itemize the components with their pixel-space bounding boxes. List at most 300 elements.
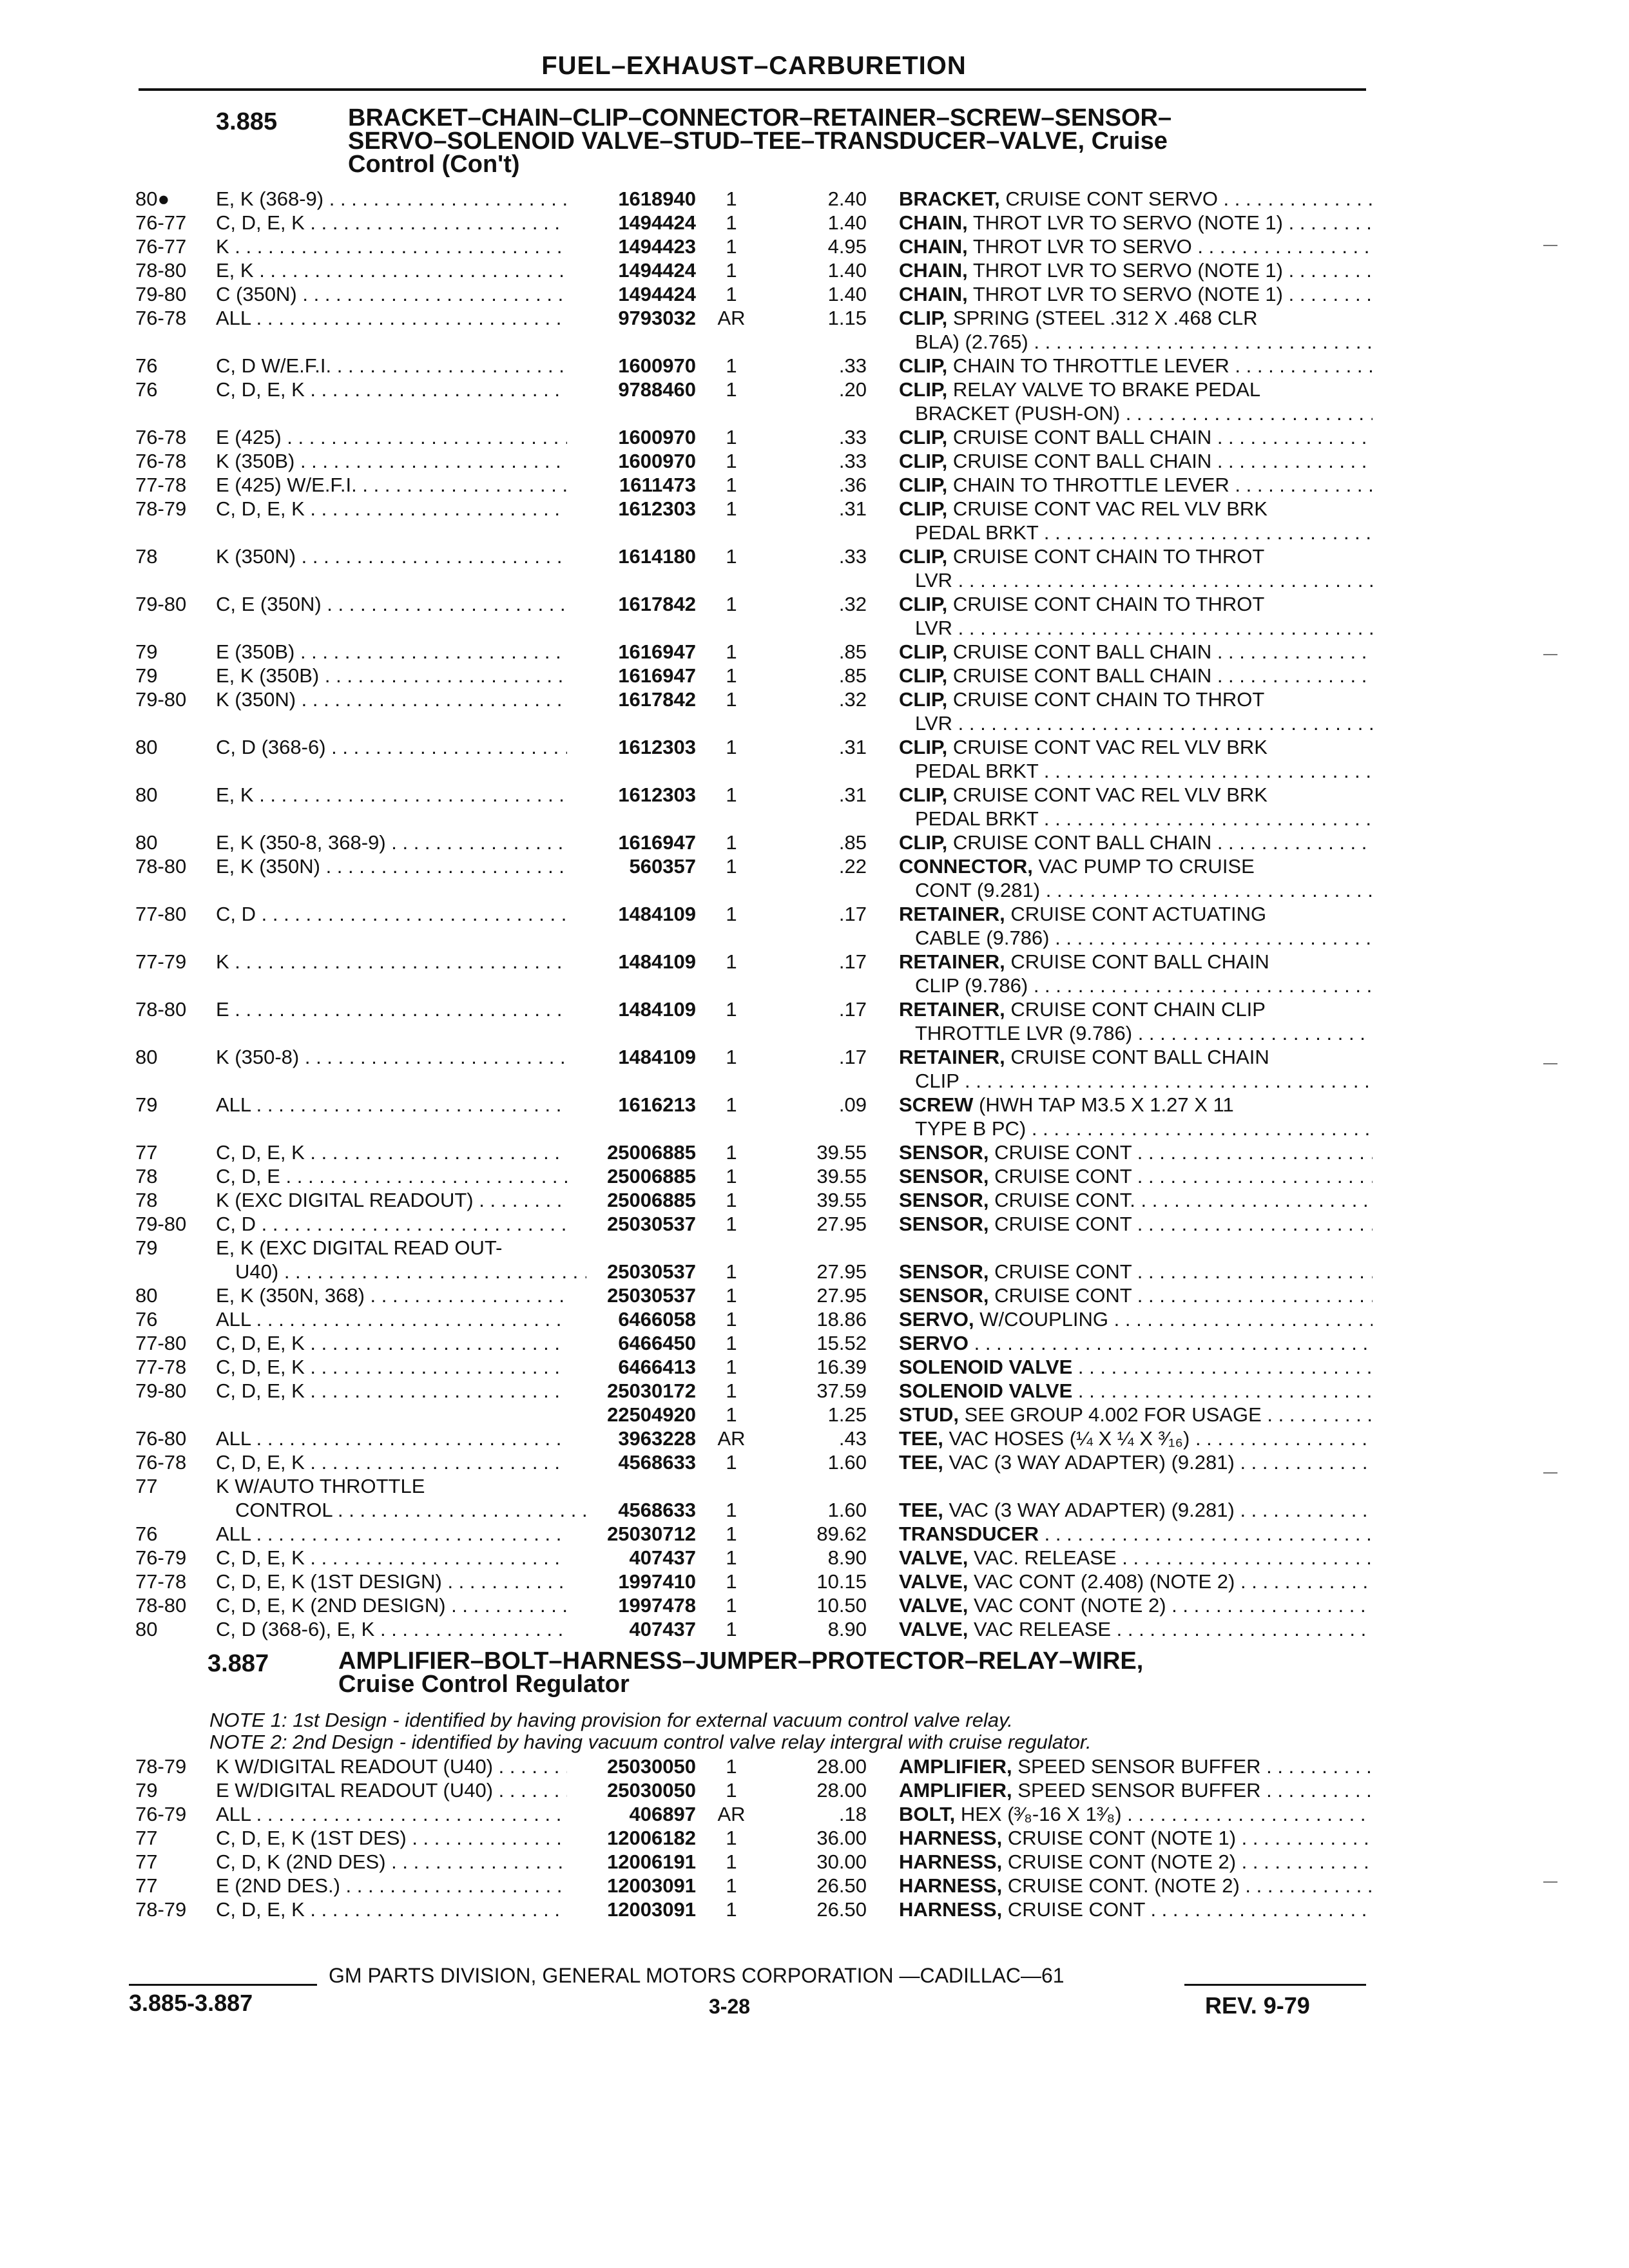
cell-qty: 1 bbox=[726, 1284, 737, 1307]
cell-yr: 79-80 bbox=[135, 1213, 187, 1235]
cell-qty: 1 bbox=[726, 998, 737, 1021]
table-row bbox=[0, 1850, 1629, 1874]
cell-yr: 80 bbox=[135, 783, 158, 806]
table-row-continuation bbox=[0, 807, 1629, 831]
cell-pn: 25006885 bbox=[607, 1141, 696, 1164]
cell-pn: 1494424 bbox=[618, 259, 696, 282]
cell-yr: 80● bbox=[135, 187, 170, 210]
part-name: TEE, bbox=[899, 1427, 943, 1450]
part-name: SCREW bbox=[899, 1093, 974, 1116]
cell-pn: 407437 bbox=[629, 1546, 696, 1569]
cell-price: 28.00 bbox=[816, 1755, 867, 1778]
cell-description bbox=[899, 1307, 1373, 1331]
cell-price: 89.62 bbox=[816, 1523, 867, 1545]
cell-price: .17 bbox=[838, 903, 867, 925]
part-name: SENSOR, bbox=[899, 1213, 989, 1235]
cell-qty: 1 bbox=[726, 1546, 737, 1569]
table-row bbox=[0, 306, 1629, 330]
cell-pn: 1614180 bbox=[618, 545, 696, 568]
table-row bbox=[0, 1403, 1629, 1427]
table-row-continuation bbox=[0, 1021, 1629, 1045]
cell-price: 15.52 bbox=[816, 1332, 867, 1354]
part-name: RETAINER, bbox=[899, 903, 1005, 925]
cell-app: CONTROL . . . bbox=[235, 1498, 586, 1522]
cell-app: C, D . . . bbox=[216, 1212, 567, 1236]
cell-yr: 80 bbox=[135, 1618, 158, 1640]
cell-price: .85 bbox=[838, 831, 867, 854]
table-row bbox=[0, 1307, 1629, 1331]
table-row bbox=[0, 258, 1629, 282]
cell-app: ALL . . . bbox=[216, 1802, 567, 1826]
part-detail: CRUISE CONT SERVO bbox=[999, 187, 1218, 210]
cell-price: .17 bbox=[838, 998, 867, 1021]
cell-qty: 1 bbox=[726, 1594, 737, 1617]
cell-price: 39.55 bbox=[816, 1165, 867, 1187]
cell-yr: 79-80 bbox=[135, 1379, 187, 1402]
part-name: RETAINER, bbox=[899, 950, 1005, 973]
cell-price: 1.60 bbox=[827, 1451, 867, 1474]
cell-price: .17 bbox=[838, 1046, 867, 1068]
cell-description bbox=[899, 1802, 1373, 1826]
cell-yr: 77-79 bbox=[135, 950, 187, 973]
cell-app: C, D, K (2ND DES) . . . bbox=[216, 1850, 567, 1874]
cell-description bbox=[899, 497, 1373, 521]
cell-pn: 22504920 bbox=[607, 1403, 696, 1426]
cell-qty: 1 bbox=[726, 1570, 737, 1593]
cell-description bbox=[899, 1403, 1373, 1427]
cell-qty: 1 bbox=[726, 497, 737, 520]
cell-pn: 1616947 bbox=[618, 664, 696, 687]
part-name: HARNESS, bbox=[899, 1874, 1003, 1897]
table-row bbox=[0, 1802, 1629, 1826]
part-name: AMPLIFIER, bbox=[899, 1779, 1012, 1802]
cell-app: ALL . . . bbox=[216, 306, 567, 330]
cell-yr: 78-80 bbox=[135, 855, 187, 878]
part-name: HARNESS, bbox=[899, 1850, 1003, 1873]
part-name: CLIP, bbox=[899, 831, 948, 854]
part-detail: CRUISE CONT VAC REL VLV BRK bbox=[947, 736, 1268, 758]
cell-price: 4.95 bbox=[827, 235, 867, 258]
cell-app: E, K (350-8, 368-9) . . . bbox=[216, 831, 567, 854]
footer-publisher: GM PARTS DIVISION, GENERAL MOTORS CORPORATION —CADILLAC—61 bbox=[329, 1964, 1065, 1987]
part-name: SENSOR, bbox=[899, 1260, 989, 1283]
footer-revision: REV. 9-79 bbox=[1205, 1992, 1310, 2019]
section-number: 3.885 bbox=[216, 108, 278, 135]
part-detail: CRUISE CONT (NOTE 2) bbox=[1002, 1850, 1237, 1873]
cell-yr: 77-80 bbox=[135, 1332, 187, 1354]
table-row bbox=[0, 1093, 1629, 1117]
table-row bbox=[0, 735, 1629, 759]
part-name: CLIP, bbox=[899, 688, 948, 711]
part-name: CLIP, bbox=[899, 640, 948, 663]
cell-yr: 76-78 bbox=[135, 307, 187, 329]
cell-qty: 1 bbox=[726, 1141, 737, 1164]
cell-yr: 77-78 bbox=[135, 1570, 187, 1593]
cell-pn: 560357 bbox=[629, 855, 696, 878]
cell-pn: 6466450 bbox=[618, 1332, 696, 1354]
cell-description-continued: LVR . . . bbox=[915, 711, 1373, 735]
cell-app: E, K (EXC DIGITAL READ OUT- bbox=[216, 1236, 503, 1259]
table-row bbox=[0, 831, 1629, 854]
cell-description bbox=[899, 425, 1373, 449]
table-row-continuation bbox=[0, 926, 1629, 950]
cell-description bbox=[899, 544, 1373, 568]
cell-pn: 25030172 bbox=[607, 1379, 696, 1402]
cell-price: 1.40 bbox=[827, 283, 867, 305]
cell-pn: 406897 bbox=[629, 1803, 696, 1825]
cell-app: E (2ND DES.) . . . bbox=[216, 1874, 567, 1898]
part-detail: CRUISE CONT BALL CHAIN bbox=[947, 640, 1212, 663]
cell-price: 10.15 bbox=[816, 1570, 867, 1593]
cell-price: 18.86 bbox=[816, 1308, 867, 1331]
part-detail: VAC (3 WAY ADAPTER) (9.281) bbox=[943, 1499, 1235, 1521]
cell-qty: AR bbox=[717, 307, 746, 329]
table-row bbox=[0, 950, 1629, 974]
cell-yr: 76-78 bbox=[135, 426, 187, 448]
cell-yr: 78-80 bbox=[135, 259, 187, 282]
cell-pn: 1484109 bbox=[618, 998, 696, 1021]
cell-yr: 78-80 bbox=[135, 1594, 187, 1617]
cell-pn: 25030712 bbox=[607, 1523, 696, 1545]
cell-price: .33 bbox=[838, 354, 867, 377]
part-detail: (HWH TAP M3.5 X 1.27 X 11 bbox=[973, 1093, 1234, 1116]
edge-mark bbox=[1543, 245, 1557, 246]
part-name: CLIP, bbox=[899, 497, 948, 520]
table-row bbox=[0, 664, 1629, 687]
cell-description bbox=[899, 1331, 1373, 1355]
note-1: NOTE 1: 1st Design - identified by having provision for external vacuum control valve relay. bbox=[209, 1709, 1013, 1731]
cell-description bbox=[899, 282, 1373, 306]
cell-app: U40) . . . bbox=[235, 1260, 586, 1283]
cell-price: .32 bbox=[838, 688, 867, 711]
part-name: SENSOR, bbox=[899, 1189, 989, 1211]
cell-pn: 1484109 bbox=[618, 950, 696, 973]
part-detail: CRUISE CONT bbox=[1002, 1898, 1145, 1921]
cell-pn: 1617842 bbox=[618, 593, 696, 615]
cell-qty: 1 bbox=[726, 1260, 737, 1283]
cell-price: 1.25 bbox=[827, 1403, 867, 1426]
cell-yr: 76-78 bbox=[135, 450, 187, 472]
part-detail: THROT LVR TO SERVO (NOTE 1) bbox=[967, 259, 1283, 282]
cell-qty: 1 bbox=[726, 1379, 737, 1402]
part-name: CHAIN, bbox=[899, 283, 968, 305]
cell-app: C, D, E, K . . . bbox=[216, 1898, 567, 1921]
cell-app: C, D, E . . . bbox=[216, 1164, 567, 1188]
cell-qty: 1 bbox=[726, 1332, 737, 1354]
cell-price: .33 bbox=[838, 545, 867, 568]
part-name: CLIP, bbox=[899, 736, 948, 758]
cell-description-continued: BRACKET (PUSH-ON) . . . bbox=[915, 401, 1373, 425]
cell-qty: 1 bbox=[726, 1618, 737, 1640]
part-name: CLIP, bbox=[899, 545, 948, 568]
table-row-continuation bbox=[0, 1069, 1629, 1093]
cell-yr: 79-80 bbox=[135, 593, 187, 615]
table-row bbox=[0, 1188, 1629, 1212]
part-name: CLIP, bbox=[899, 474, 948, 496]
cell-price: 1.40 bbox=[827, 211, 867, 234]
cell-app: C, D, E, K . . . bbox=[216, 378, 567, 401]
part-detail: CRUISE CONT CHAIN TO THROT bbox=[947, 593, 1265, 615]
cell-pn: 1611473 bbox=[619, 474, 696, 496]
cell-description bbox=[899, 1778, 1373, 1802]
cell-pn: 1616947 bbox=[618, 831, 696, 854]
cell-qty: 1 bbox=[726, 426, 737, 448]
cell-app: C, D, E, K . . . bbox=[216, 1379, 567, 1403]
cell-description bbox=[899, 235, 1373, 258]
part-detail: VAC PUMP TO CRUISE bbox=[1032, 855, 1255, 878]
cell-yr: 77-78 bbox=[135, 474, 187, 496]
table-row bbox=[0, 187, 1629, 211]
cell-price: 26.50 bbox=[816, 1874, 867, 1897]
cell-yr: 77 bbox=[135, 1874, 158, 1897]
part-name: STUD, bbox=[899, 1403, 959, 1426]
table-row bbox=[0, 1450, 1629, 1474]
cell-pn: 1618940 bbox=[618, 187, 696, 210]
table-row bbox=[0, 592, 1629, 616]
part-detail: VAC. RELEASE bbox=[968, 1546, 1117, 1569]
cell-qty: 1 bbox=[726, 855, 737, 878]
cell-price: .31 bbox=[838, 736, 867, 758]
cell-qty: 1 bbox=[726, 1779, 737, 1802]
cell-description bbox=[899, 1045, 1373, 1069]
cell-yr: 78-79 bbox=[135, 1898, 187, 1921]
part-detail: VAC (3 WAY ADAPTER) (9.281) bbox=[943, 1451, 1235, 1474]
cell-qty: 1 bbox=[726, 354, 737, 377]
cell-app: ALL . . . bbox=[216, 1307, 567, 1331]
cell-app: C, D, E, K (2ND DESIGN) . . . bbox=[216, 1593, 567, 1617]
cell-description-continued: PEDAL BRKT . . . bbox=[915, 521, 1373, 544]
cell-description bbox=[899, 831, 1373, 854]
table-row-continuation bbox=[0, 568, 1629, 592]
cell-description bbox=[899, 258, 1373, 282]
part-detail: CRUISE CONT BALL CHAIN bbox=[947, 831, 1212, 854]
cell-app: C (350N) . . . bbox=[216, 282, 567, 306]
cell-qty: 1 bbox=[726, 474, 737, 496]
cell-price: 27.95 bbox=[816, 1260, 867, 1283]
part-detail: CRUISE CONT (NOTE 1) bbox=[1002, 1827, 1237, 1849]
cell-description bbox=[899, 1188, 1373, 1212]
cell-qty: 1 bbox=[726, 593, 737, 615]
part-name: CLIP, bbox=[899, 354, 948, 377]
cell-pn: 1484109 bbox=[618, 903, 696, 925]
part-name: VALVE, bbox=[899, 1594, 969, 1617]
cell-price: .18 bbox=[838, 1803, 867, 1825]
table-row-continuation bbox=[0, 521, 1629, 544]
cell-description-continued: LVR . . . bbox=[915, 568, 1373, 592]
cell-qty: AR bbox=[717, 1427, 746, 1450]
table-row bbox=[0, 1140, 1629, 1164]
cell-app: C, D, E, K . . . bbox=[216, 1355, 567, 1379]
part-detail: CHAIN TO THROTTLE LEVER bbox=[947, 354, 1229, 377]
cell-pn: 1612303 bbox=[618, 497, 696, 520]
cell-app: C, D, E, K . . . bbox=[216, 211, 567, 235]
part-detail: CRUISE CONT bbox=[988, 1165, 1132, 1187]
cell-yr: 77-80 bbox=[135, 903, 187, 925]
cell-app: ALL . . . bbox=[216, 1427, 567, 1450]
cell-pn: 407437 bbox=[629, 1618, 696, 1640]
part-name: SOLENOID VALVE bbox=[899, 1356, 1073, 1378]
cell-yr: 77 bbox=[135, 1827, 158, 1849]
cell-qty: 1 bbox=[726, 783, 737, 806]
cell-app: K . . . bbox=[216, 950, 567, 974]
cell-pn: 12006182 bbox=[607, 1827, 696, 1849]
table-row bbox=[0, 640, 1629, 664]
part-name: CHAIN, bbox=[899, 211, 968, 234]
cell-description-continued: PEDAL BRKT . . . bbox=[915, 807, 1373, 831]
table-row-continuation bbox=[0, 974, 1629, 997]
cell-price: .20 bbox=[838, 378, 867, 401]
cell-description bbox=[899, 473, 1373, 497]
cell-yr: 79 bbox=[135, 664, 158, 687]
cell-pn: 1997410 bbox=[618, 1570, 696, 1593]
part-detail: SPEED SENSOR BUFFER bbox=[1012, 1779, 1261, 1802]
cell-qty: 1 bbox=[726, 903, 737, 925]
part-detail: VAC CONT (2.408) (NOTE 2) bbox=[968, 1570, 1235, 1593]
table-row-continuation bbox=[0, 330, 1629, 354]
table-row bbox=[0, 1617, 1629, 1641]
edge-mark bbox=[1543, 654, 1557, 655]
cell-pn: 25030050 bbox=[607, 1755, 696, 1778]
footer-section-range: 3.885-3.887 bbox=[129, 1990, 253, 2016]
cell-qty: 1 bbox=[726, 1827, 737, 1849]
cell-price: 37.59 bbox=[816, 1379, 867, 1402]
part-name: VALVE, bbox=[899, 1618, 969, 1640]
table-row bbox=[0, 354, 1629, 378]
part-name: RETAINER, bbox=[899, 1046, 1005, 1068]
cell-pn: 4568633 bbox=[618, 1499, 696, 1521]
cell-qty: 1 bbox=[726, 1308, 737, 1331]
cell-description bbox=[899, 1754, 1373, 1778]
table-row-continuation bbox=[0, 616, 1629, 640]
part-name: CLIP, bbox=[899, 450, 948, 472]
table-row bbox=[0, 211, 1629, 235]
cell-description bbox=[899, 1570, 1373, 1593]
table-row bbox=[0, 544, 1629, 568]
part-name: CLIP, bbox=[899, 307, 948, 329]
cell-description bbox=[899, 1546, 1373, 1570]
part-detail: VAC HOSES (¼ X ¼ X ³⁄₁₆) bbox=[943, 1427, 1190, 1450]
cell-price: 1.60 bbox=[827, 1499, 867, 1521]
cell-description bbox=[899, 1427, 1373, 1450]
cell-description bbox=[899, 783, 1373, 807]
cell-qty: 1 bbox=[726, 1356, 737, 1378]
part-name: VALVE, bbox=[899, 1546, 969, 1569]
cell-qty: 1 bbox=[726, 1499, 737, 1521]
section-title-line2: SERVO–SOLENOID VALVE–STUD–TEE–TRANSDUCER–VALVE, Cruise bbox=[348, 128, 1168, 155]
cell-description bbox=[899, 854, 1373, 878]
cell-description bbox=[899, 902, 1373, 926]
cell-pn: 1997478 bbox=[618, 1594, 696, 1617]
cell-price: .22 bbox=[838, 855, 867, 878]
cell-pn: 1616947 bbox=[618, 640, 696, 663]
cell-description bbox=[899, 1850, 1373, 1874]
cell-description bbox=[899, 1450, 1373, 1474]
cell-price: 16.39 bbox=[816, 1356, 867, 1378]
cell-price: 1.40 bbox=[827, 259, 867, 282]
cell-app: E, K (350N, 368) . . . bbox=[216, 1283, 567, 1307]
table-row bbox=[0, 1379, 1629, 1403]
cell-yr: 76-80 bbox=[135, 1427, 187, 1450]
cell-yr: 78-80 bbox=[135, 998, 187, 1021]
table-row bbox=[0, 1826, 1629, 1850]
cell-qty: 1 bbox=[726, 1755, 737, 1778]
page-header-title: FUEL–EXHAUST–CARBURETION bbox=[541, 52, 967, 80]
part-detail: W/COUPLING bbox=[974, 1308, 1108, 1331]
cell-app: K (350N) . . . bbox=[216, 544, 567, 568]
part-name: HARNESS, bbox=[899, 1827, 1003, 1849]
edge-mark bbox=[1543, 1063, 1557, 1064]
table-row bbox=[0, 1874, 1629, 1898]
cell-pn: 12003091 bbox=[607, 1874, 696, 1897]
part-name: AMPLIFIER, bbox=[899, 1755, 1012, 1778]
cell-description bbox=[899, 1874, 1373, 1898]
cell-yr: 79-80 bbox=[135, 688, 187, 711]
cell-description-continued: CABLE (9.786) . . . bbox=[915, 926, 1373, 950]
cell-price: .32 bbox=[838, 593, 867, 615]
cell-description bbox=[899, 592, 1373, 616]
cell-price: .31 bbox=[838, 497, 867, 520]
table-row bbox=[0, 1546, 1629, 1570]
cell-app: E, K . . . bbox=[216, 258, 567, 282]
cell-yr: 78 bbox=[135, 1165, 158, 1187]
part-detail: CRUISE CONT BALL CHAIN bbox=[947, 426, 1212, 448]
table-row bbox=[0, 1045, 1629, 1069]
cell-pn: 1600970 bbox=[618, 450, 696, 472]
table-row-continuation bbox=[0, 878, 1629, 902]
cell-qty: 1 bbox=[726, 831, 737, 854]
cell-app: C, D, E, K . . . bbox=[216, 1546, 567, 1570]
table-row bbox=[0, 1212, 1629, 1236]
cell-price: .85 bbox=[838, 640, 867, 663]
cell-app: E (425) W/E.F.I. . . . bbox=[216, 473, 567, 497]
cell-description bbox=[899, 1093, 1373, 1117]
cell-price: 8.90 bbox=[827, 1546, 867, 1569]
cell-qty: 1 bbox=[726, 1189, 737, 1211]
cell-description-continued: LVR . . . bbox=[915, 616, 1373, 640]
cell-app: ALL . . . bbox=[216, 1093, 567, 1117]
table-row bbox=[0, 783, 1629, 807]
cell-app: C, D, E, K (1ST DES) . . . bbox=[216, 1826, 567, 1850]
cell-qty: 1 bbox=[726, 1165, 737, 1187]
cell-price: 39.55 bbox=[816, 1141, 867, 1164]
cell-qty: 1 bbox=[726, 950, 737, 973]
cell-price: 28.00 bbox=[816, 1779, 867, 1802]
footer-rule-right bbox=[1184, 1984, 1366, 1986]
cell-yr: 76 bbox=[135, 1308, 158, 1331]
cell-app: C, D . . . bbox=[216, 902, 567, 926]
cell-qty: 1 bbox=[726, 1093, 737, 1116]
cell-qty: 1 bbox=[726, 211, 737, 234]
cell-price: .36 bbox=[838, 474, 867, 496]
part-name: CLIP, bbox=[899, 426, 948, 448]
header-rule bbox=[139, 88, 1366, 91]
part-detail: CRUISE CONT VAC REL VLV BRK bbox=[947, 783, 1268, 806]
edge-mark bbox=[1543, 1881, 1557, 1883]
cell-yr: 78 bbox=[135, 545, 158, 568]
cell-qty: 1 bbox=[726, 1523, 737, 1545]
footer-rule-left bbox=[129, 1984, 317, 1986]
part-name: CLIP, bbox=[899, 664, 948, 687]
cell-yr: 78-79 bbox=[135, 497, 187, 520]
cell-pn: 12006191 bbox=[607, 1850, 696, 1873]
part-detail: CRUISE CONT BALL CHAIN bbox=[947, 450, 1212, 472]
table-row bbox=[0, 1498, 1629, 1522]
cell-description-continued: PEDAL BRKT . . . bbox=[915, 759, 1373, 783]
cell-app: K (350N) . . . bbox=[216, 687, 567, 711]
cell-description bbox=[899, 1617, 1373, 1641]
cell-pn: 25030537 bbox=[607, 1284, 696, 1307]
cell-qty: 1 bbox=[726, 283, 737, 305]
